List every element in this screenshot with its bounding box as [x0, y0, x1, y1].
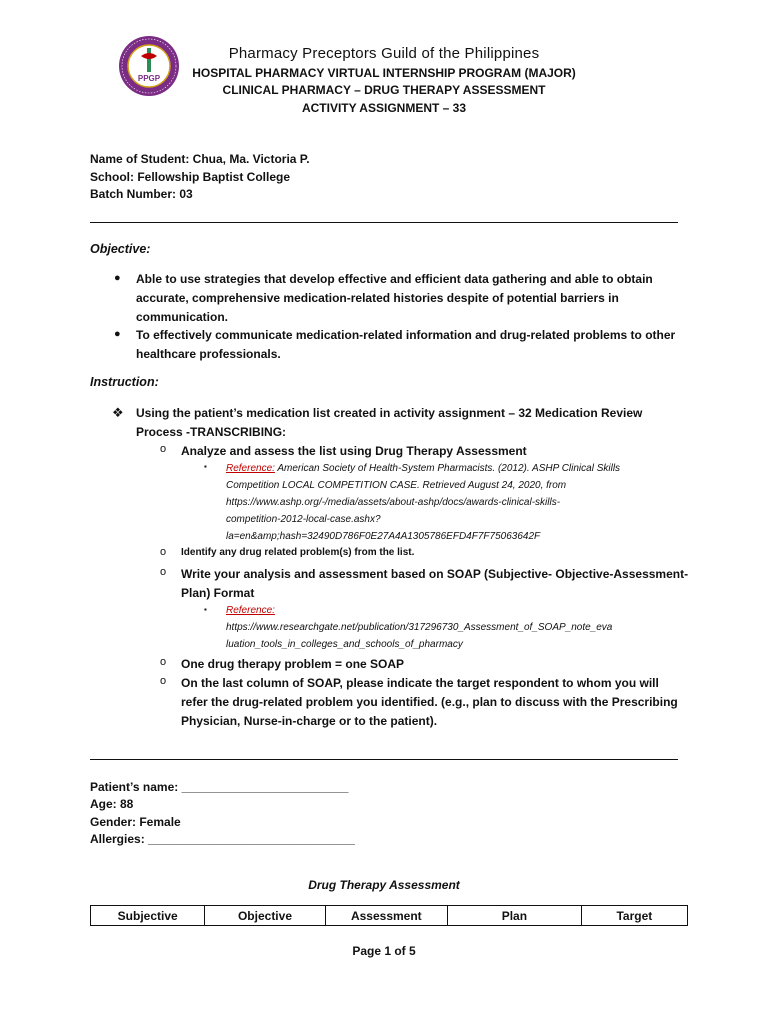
- instruction-target-line-2: refer the drug-related problem you identified. (e.g., plan to discuss with the Prescribing: [181, 695, 678, 709]
- patient-age: Age: 88: [90, 797, 134, 811]
- diamond-bullet-icon: ❖: [112, 405, 124, 420]
- square-bullet-icon: ▪: [204, 462, 207, 471]
- instruction-analyze: Analyze and assess the list using Drug Therapy Assessment: [181, 444, 527, 458]
- patient-gender: Gender: Female: [90, 815, 181, 829]
- bullet-icon: ●: [114, 272, 121, 284]
- instruction-one-soap: One drug therapy problem = one SOAP: [181, 657, 405, 671]
- program-title: HOSPITAL PHARMACY VIRTUAL INTERNSHIP PROGRAM (MAJOR): [192, 66, 576, 80]
- reference-1-line-3: https://www.ashp.org/-/media/assets/about-ashp/docs/awards-clinical-skills-: [226, 497, 561, 508]
- instruction-identify: Identify any drug related problem(s) from the list.: [181, 547, 415, 558]
- objective-1-line-2: accurate, comprehensive medication-related histories despite of potential barriers in: [136, 291, 619, 305]
- reference-2-line-1: [226, 602, 275, 620]
- objective-2-line-1: To effectively communicate medication-related information and drug-related problems to other: [136, 328, 676, 342]
- logo-text: PPGP: [137, 74, 161, 83]
- student-school: School: Fellowship Baptist College: [90, 170, 291, 184]
- column-header-objective: Objective: [205, 906, 325, 926]
- instruction-heading: Instruction:: [90, 375, 159, 389]
- square-bullet-icon: ▪: [204, 605, 207, 614]
- objective-1-line-1: Able to use strategies that develop effective and efficient data gathering and able to obtain: [136, 272, 653, 286]
- divider: [90, 759, 678, 760]
- student-name: Name of Student: Chua, Ma. Victoria P.: [90, 152, 310, 166]
- column-header-assessment: Assessment: [325, 906, 447, 926]
- objective-1-line-3: communication.: [136, 310, 229, 324]
- reference-1-line-5: la=en&amp;hash=32490D786F0E27A4A1305786EFD4F7F75063642F: [226, 531, 541, 542]
- reference-1-line-4: competition-2012-local-case.ashx?: [226, 514, 381, 525]
- organization-name: Pharmacy Preceptors Guild of the Philippines: [228, 45, 540, 62]
- circle-bullet-icon: o: [160, 675, 167, 687]
- reference-2-line-3: luation_tools_in_colleges_and_schools_of_pharmacy: [226, 639, 463, 650]
- circle-bullet-icon: o: [160, 546, 167, 558]
- divider: [90, 222, 678, 223]
- batch-number: Batch Number: 03: [90, 187, 193, 201]
- assignment-title: ACTIVITY ASSIGNMENT – 33: [301, 101, 467, 115]
- patient-name: Patient’s name: _________________________: [90, 780, 349, 794]
- reference-2-label: Reference:: [226, 605, 275, 616]
- bullet-icon: ●: [114, 328, 121, 340]
- reference-2-line-2: https://www.researchgate.net/publication/317296730_Assessment_of_SOAP_note_eva: [226, 622, 613, 633]
- module-title: CLINICAL PHARMACY – DRUG THERAPY ASSESSMENT: [222, 83, 546, 97]
- drug-therapy-assessment-table: [90, 905, 688, 926]
- reference-1-line-2: Competition LOCAL COMPETITION CASE. Retrieved August 24, 2020, from: [226, 480, 567, 491]
- reference-1-label: Reference:: [226, 463, 275, 474]
- circle-bullet-icon: o: [160, 443, 167, 455]
- instruction-main-line-2: Process -TRANSCRIBING:: [136, 425, 287, 439]
- circle-bullet-icon: o: [160, 566, 167, 578]
- circle-bullet-icon: o: [160, 656, 167, 668]
- instruction-main-line-1: Using the patient’s medication list created in activity assignment – 32 Medication Review: [136, 406, 643, 420]
- column-header-subjective: Subjective: [91, 906, 205, 926]
- objective-heading: Objective:: [90, 242, 151, 256]
- column-header-target: Target: [581, 906, 687, 926]
- instruction-target-line-1: On the last column of SOAP, please indicate the target respondent to whom you will: [181, 676, 659, 690]
- reference-1-line-1: Reference: American Society of Health-System Pharmacists. (2012). ASHP Clinical Skills: [226, 463, 621, 474]
- instruction-target-line-3: Physician, Nurse-in-charge or to the patient).: [181, 714, 438, 728]
- instruction-soap-line-2: Plan) Format: [181, 586, 255, 600]
- column-header-plan: Plan: [448, 906, 582, 926]
- instruction-soap-line-1: Write your analysis and assessment based on SOAP (Subjective- Objective-Assessment-: [181, 567, 689, 581]
- table-title: Drug Therapy Assessment: [308, 878, 460, 892]
- objective-2-line-2: healthcare professionals.: [136, 347, 281, 361]
- page-number: Page 1 of 5: [352, 944, 416, 958]
- patient-allergies: Allergies: _______________________________: [90, 832, 355, 846]
- table-header-row: [91, 906, 688, 926]
